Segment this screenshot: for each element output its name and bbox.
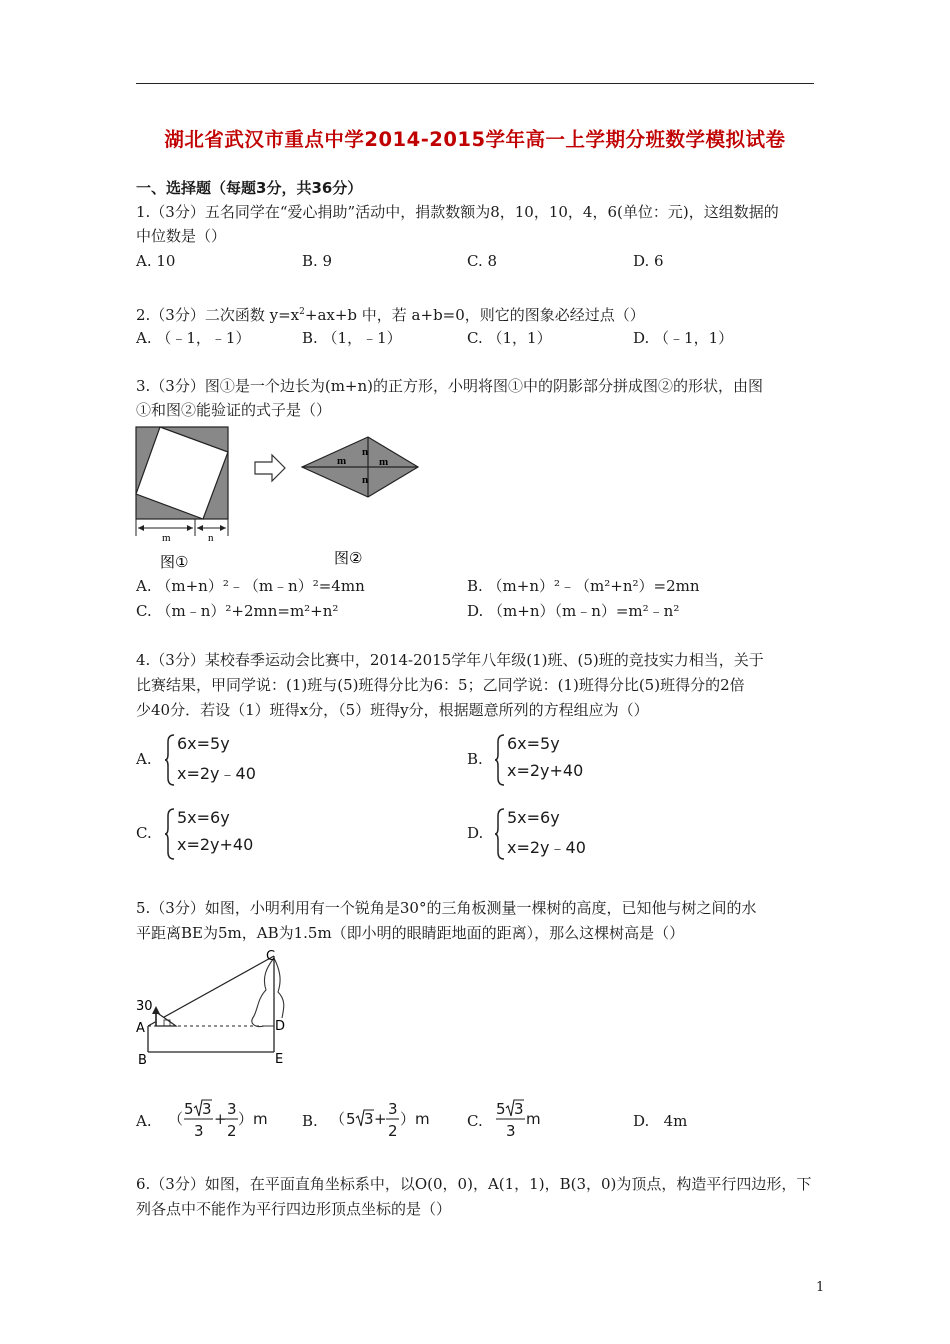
q3-option-c: C. （m﹣n）²+2mn=m²+n² <box>136 602 339 620</box>
q3-line1: 3.（3分）图①是一个边长为(m+n)的正方形，小明将图①中的阴影部分拼成图②的形状，由图 <box>136 377 764 395</box>
svg-text:（: （ <box>168 1110 184 1128</box>
q1-option-a: A. 10 <box>136 252 176 270</box>
q5-option-d <box>633 1112 687 1130</box>
fig1-arrowhead <box>197 525 203 531</box>
fig2-n-top: n <box>362 446 369 458</box>
q4-option-a-eq2: x=2y﹣40 <box>177 764 256 783</box>
svg-text:m: m <box>526 1110 541 1128</box>
q3-line2: ①和图②能验证的式子是（） <box>136 401 332 419</box>
q4-option-b-label: B. <box>467 750 483 768</box>
label-d: D <box>275 1019 286 1034</box>
q5-line1: 5.（3分）如图，小明利用有一个锐角是30°的三角板测量一棵树的高度，已知他与树之间的水 <box>136 899 757 917</box>
label-a: A <box>136 1021 145 1036</box>
q2-option-d: D. （﹣1，1） <box>633 329 734 347</box>
q3-option-d: D. （m+n）（m﹣n）=m²﹣n² <box>467 602 680 620</box>
q5-option-c-label: C. <box>467 1112 483 1130</box>
q2-stem-sup: 2 <box>299 307 305 317</box>
sight-line-ac <box>148 956 274 1026</box>
label-b: B <box>138 1053 147 1068</box>
svg-text:2: 2 <box>227 1122 237 1140</box>
q4-option-c-brace <box>164 808 176 860</box>
q5-option-c-formula <box>492 1094 562 1142</box>
svg-text:3: 3 <box>506 1122 516 1140</box>
q5-option-b-label: B. <box>302 1112 318 1130</box>
svg-text:）m: ）m <box>400 1110 430 1128</box>
q2-stem-post: +ax+b 中，若 a+b=0，则它的图象必经过点（） <box>304 306 645 324</box>
q4-option-b-eq2: x=2y+40 <box>507 761 584 780</box>
header-rule <box>136 83 814 84</box>
q5-option-b-formula <box>326 1094 436 1142</box>
q1-option-b: B. 9 <box>302 252 333 270</box>
q4-option-b-eq1: 6x=5y <box>507 734 560 753</box>
svg-text:（: （ <box>330 1110 346 1128</box>
q5-option-a-formula <box>164 1094 274 1142</box>
q3-option-a: A. （m+n）²﹣（m﹣n）²=4mn <box>136 577 365 595</box>
triangle-board <box>156 1012 176 1026</box>
document-title: 湖北省武汉市重点中学2014-2015学年高一上学期分班数学模拟试卷 <box>164 128 786 151</box>
q5-line2: 平距离BE为5m，AB为1.5m（即小明的眼睛距地面的距离），那么这棵树高是（） <box>136 924 685 942</box>
q2-option-b: B. （1，﹣1） <box>302 329 402 347</box>
q4-option-a-eq1: 6x=5y <box>177 734 230 753</box>
q1-option-c: C. 8 <box>467 252 498 270</box>
svg-text:+: + <box>214 1110 227 1128</box>
fig1-arrowhead <box>187 525 193 531</box>
q4-option-c-eq1: 5x=6y <box>177 808 230 827</box>
svg-text:3: 3 <box>388 1100 398 1118</box>
label-e: E <box>275 1052 284 1067</box>
q4-option-a-label: A. <box>136 750 152 768</box>
svg-text:2: 2 <box>388 1122 398 1140</box>
svg-text:3: 3 <box>194 1122 204 1140</box>
q1-option-d: D. 6 <box>633 252 664 270</box>
q5-option-a-label: A. <box>136 1112 152 1130</box>
q4-option-a-brace <box>164 734 176 786</box>
q1-line2: 中位数是（） <box>136 227 227 245</box>
svg-text:+: + <box>374 1110 387 1128</box>
fig2-m-left: m <box>337 455 347 467</box>
q4-option-c-eq2: x=2y+40 <box>177 835 254 854</box>
q4-option-d-eq2: x=2y﹣40 <box>507 838 586 857</box>
q4-option-b-brace <box>494 734 506 786</box>
q4-line3: 少40分．若设（1）班得x分，（5）班得y分，根据题意所列的方程组应为（） <box>136 701 649 719</box>
svg-text:3: 3 <box>227 1100 237 1118</box>
fig1-n-label: n <box>208 532 214 544</box>
q4-option-d-label: D. <box>467 824 484 842</box>
fig1-m-label: m <box>162 532 171 544</box>
fig2-caption: 图② <box>334 549 363 567</box>
svg-text:5: 5 <box>346 1110 356 1128</box>
q3-figure <box>134 424 434 574</box>
fig1-caption: 图① <box>160 553 189 571</box>
q2-stem <box>136 300 645 327</box>
q4-line1: 4.（3分）某校春季运动会比赛中，2014-2015学年八年级(1)班、(5)班的竞技实力相当，关于 <box>136 651 764 669</box>
q4-line2: 比赛结果，甲同学说：(1)班与(5)班得分比为6：5；乙同学说：(1)班得分比(5)班得分的2倍 <box>136 676 745 694</box>
q6-line1: 6.（3分）如图，在平面直角坐标系中，以O(0，0)，A(1，1)，B(3，0)为顶点，构造平行四边形，下 <box>136 1175 812 1193</box>
svg-text:3: 3 <box>364 1110 374 1128</box>
q5-option-d-label: D. <box>633 1112 650 1130</box>
label-c: C <box>266 949 276 964</box>
fig1-arrowhead <box>138 525 144 531</box>
angle-label: 30 <box>136 999 153 1014</box>
svg-text:）m: ）m <box>238 1110 268 1128</box>
fig2-n-bottom: n <box>362 474 369 486</box>
q1-line1: 1.（3分）五名同学在“爱心捐助”活动中，捐款数额为8，10，10，4，6(单位：元)，这组数据的 <box>136 203 779 221</box>
q2-option-a: A. （﹣1，﹣1） <box>136 329 251 347</box>
q4-option-d-eq1: 5x=6y <box>507 808 560 827</box>
svg-text:5: 5 <box>496 1100 506 1118</box>
q2-stem-pre: 2.（3分）二次函数 y=x <box>136 306 300 324</box>
q5-option-d-text: 4m <box>663 1112 688 1130</box>
svg-text:5: 5 <box>184 1100 194 1118</box>
fig2-m-right: m <box>379 456 389 468</box>
q4-option-d-brace <box>494 808 506 860</box>
svg-text:3: 3 <box>514 1100 524 1118</box>
q3-option-b: B. （m+n）²﹣（m²+n²）=2mn <box>467 577 700 595</box>
q5-figure <box>132 946 302 1074</box>
q4-option-c-label: C. <box>136 824 152 842</box>
page-number: 1 <box>816 1280 825 1295</box>
section-heading: 一、选择题（每题3分，共36分） <box>136 179 363 197</box>
fig1-arrowhead <box>220 525 226 531</box>
transform-arrow-icon <box>255 455 285 481</box>
tree-outline <box>252 958 284 1027</box>
angle-arrow-icon <box>152 1006 160 1014</box>
q2-option-c: C. （1，1） <box>467 329 552 347</box>
q6-line2: 列各点中不能作为平行四边形顶点坐标的是（） <box>136 1200 452 1218</box>
svg-text:3: 3 <box>202 1100 212 1118</box>
